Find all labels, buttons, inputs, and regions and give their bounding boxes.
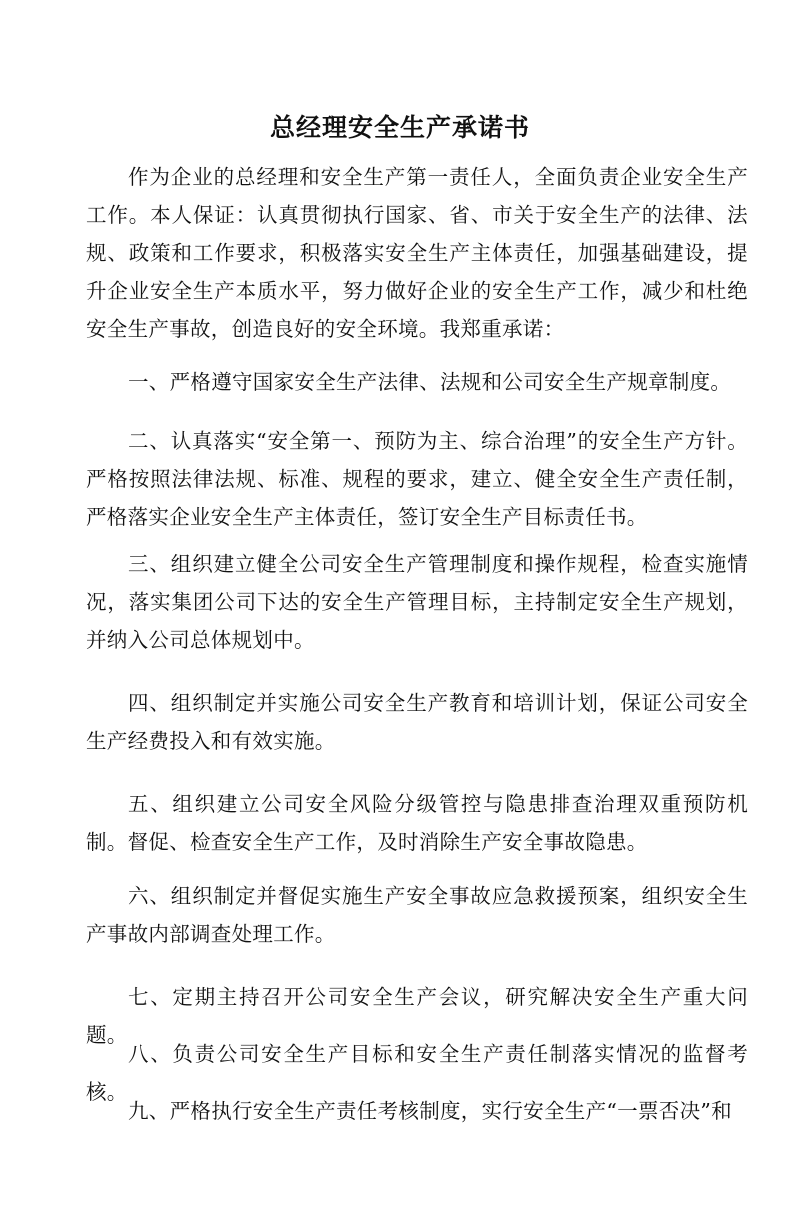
commitment-item-8: 八、负责公司安全生产目标和安全生产责任制落实情况的监督考核。 bbox=[86, 1042, 748, 1104]
document-title: 总经理安全生产承诺书 bbox=[269, 113, 530, 142]
commitment-item-1: 一、严格遵守国家安全生产法律、法规和公司安全生产规章制度。 bbox=[128, 370, 732, 394]
commitment-item-9: 九、严格执行安全生产责任考核制度，实行安全生产“一票否决”和 bbox=[128, 1099, 732, 1123]
commitment-item-2: 二、认真落实“安全第一、预防为主、综合治理”的安全生产方针。严格按照法律法规、标准、规程的要求，建立、健全安全生产责任制，严格落实企业安全生产主体责任，签订安全生产目标责任书。 bbox=[86, 429, 748, 529]
commitment-item-6: 六、组织制定并督促实施生产安全事故应急救援预案，组织安全生产事故内部调查处理工作。 bbox=[86, 884, 748, 946]
intro-paragraph: 作为企业的总经理和安全生产第一责任人，全面负责企业安全生产工作。本人保证：认真贯彻执行国家、省、市关于安全生产的法律、法规、政策和工作要求，积极落实安全生产主体责任，加强基础建设，提升企业安全生产本质水平，努力做好企业的安全生产工作，减少和杜绝安全生产事故，创造良好的安全环境。我郑重承诺： bbox=[86, 165, 748, 341]
commitment-item-3: 三、组织建立健全公司安全生产管理制度和操作规程，检查实施情况，落实集团公司下达的安全生产管理目标，主持制定安全生产规划，并纳入公司总体规划中。 bbox=[86, 552, 748, 652]
commitment-item-7: 七、定期主持召开公司安全生产会议，研究解决安全生产重大问题。 bbox=[86, 985, 748, 1047]
commitment-item-5: 五、组织建立公司安全风险分级管控与隐患排查治理双重预防机制。督促、检查安全生产工作，及时消除生产安全事故隐患。 bbox=[86, 792, 748, 854]
commitment-item-4: 四、组织制定并实施公司安全生产教育和培训计划，保证公司安全生产经费投入和有效实施。 bbox=[86, 691, 748, 753]
